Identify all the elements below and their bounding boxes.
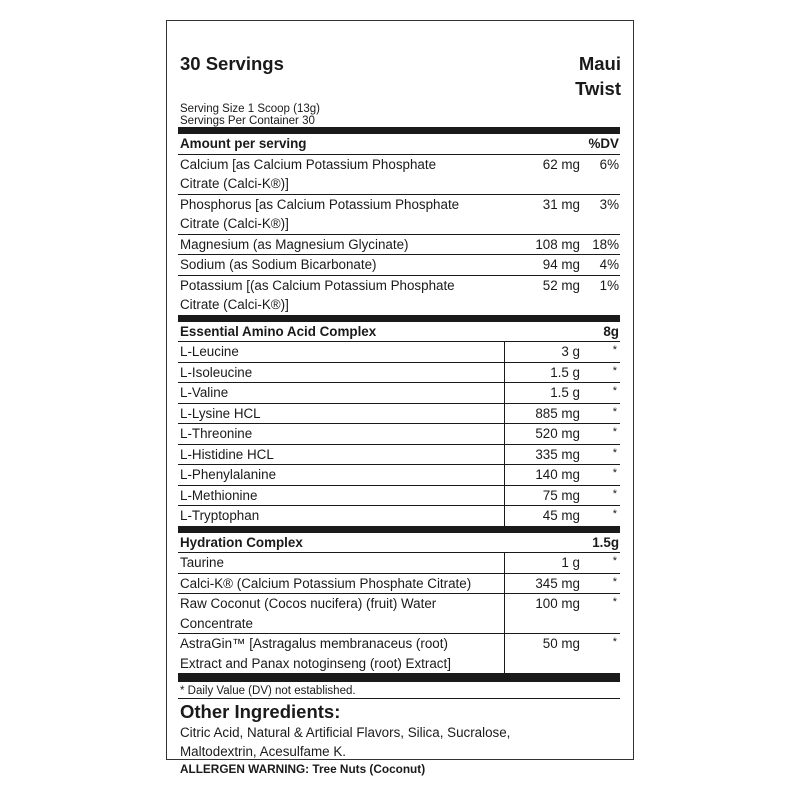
ingredient-name: L-Leucine (180, 344, 239, 359)
nutrient-name: Magnesium (as Magnesium Glycinate) (180, 236, 409, 252)
serving-info (178, 103, 620, 127)
nutrient-dv: 3% (599, 196, 619, 212)
dv-asterisk: * (612, 426, 617, 438)
eaa-row (178, 444, 620, 465)
ingredient-amount: 140 mg (535, 467, 580, 482)
dv-asterisk: * (612, 575, 617, 588)
dv-asterisk: * (612, 508, 617, 520)
ingredient-name: L-Isoleucine (180, 364, 253, 380)
eaa-title: Essential Amino Acid Complex (180, 323, 377, 339)
hydration-total: 1.5g (592, 534, 619, 550)
other-ingredients-text (178, 723, 620, 761)
dv-footnote: * Daily Value (DV) not established. (180, 685, 356, 697)
dv-asterisk: * (612, 344, 617, 356)
label-content (178, 21, 620, 778)
supplement-facts-label (166, 20, 634, 776)
dv-asterisk: * (612, 636, 617, 648)
hydration-row (178, 593, 620, 633)
amount-header-row (178, 134, 620, 154)
dv-asterisk: * (612, 487, 617, 500)
ingredient-amount: 45 mg (542, 508, 580, 523)
dv-asterisk: * (612, 405, 617, 418)
ingredient-name-cont: Concentrate (180, 615, 253, 631)
flavor-line-2: Twist (575, 78, 621, 99)
ingredient-name: Calci-K® (Calcium Potassium Phosphate Citrate) (180, 575, 472, 591)
dv-asterisk: * (612, 555, 617, 567)
nutrient-name: Phosphorus [as Calcium Potassium Phosphate (180, 196, 460, 212)
flavor-line-1: Maui (578, 53, 621, 74)
divider-bar (178, 526, 620, 533)
nutrient-amount: 94 mg (542, 257, 580, 272)
hydration-row (178, 633, 620, 673)
divider-bar (178, 315, 620, 322)
ingredient-name-cont: Extract and Panax notoginseng (root) Extract] (180, 655, 451, 671)
eaa-total: 8g (603, 323, 619, 339)
hydration-row (178, 552, 620, 573)
servings-per-container: Servings Per Container 30 (180, 115, 315, 127)
ingredient-amount: 75 mg (542, 487, 580, 503)
other-ingredients-title: Other Ingredients: (180, 701, 341, 722)
flavor-name (575, 51, 621, 101)
eaa-row (178, 505, 620, 526)
nutrient-name: Potassium [(as Calcium Potassium Phosphate (180, 277, 455, 293)
ingredient-name: L-Histidine HCL (180, 446, 274, 462)
allergen-label: ALLERGEN WARNING: (180, 762, 310, 776)
nutrient-name-cont: Citrate (Calci-K®)] (180, 176, 289, 191)
mineral-row (178, 234, 620, 255)
allergen-warning (178, 761, 620, 778)
ingredient-amount: 520 mg (535, 426, 580, 441)
ingredient-amount: 1.5 g (550, 364, 580, 380)
divider-line (178, 698, 620, 699)
mineral-row (178, 254, 620, 275)
dv-asterisk: * (612, 385, 617, 397)
hydration-row (178, 573, 620, 594)
ingredient-name: L-Threonine (180, 426, 253, 441)
nutrient-amount: 52 mg (542, 277, 580, 293)
mineral-row (178, 194, 620, 234)
ingredient-amount: 1 g (561, 555, 580, 570)
nutrient-name-cont: Citrate (Calci-K®)] (180, 297, 289, 312)
eaa-row (178, 403, 620, 424)
ingredient-name: L-Lysine HCL (180, 405, 261, 421)
ingredient-amount: 345 mg (535, 575, 580, 591)
eaa-row (178, 485, 620, 506)
ingredient-name: L-Phenylalanine (180, 467, 277, 482)
nutrient-name: Calcium [as Calcium Potassium Phosphate (180, 156, 437, 172)
ingredient-amount: 100 mg (535, 596, 580, 611)
dv-asterisk: * (612, 446, 617, 459)
eaa-header-row (178, 322, 620, 342)
eaa-row (178, 341, 620, 362)
nutrient-dv: 6% (599, 156, 619, 172)
divider-bar (178, 127, 620, 134)
nutrient-dv: 18% (592, 236, 619, 252)
ingredient-name: AstraGin™ [Astragalus membranaceus (root) (180, 636, 448, 651)
nutrient-dv: 1% (599, 277, 619, 293)
other-ingredients-line: Maltodextrin, Acesulfame K. (180, 744, 346, 759)
amount-per-serving-label: Amount per serving (180, 136, 307, 151)
hydration-title: Hydration Complex (180, 534, 303, 550)
ingredient-name: L-Tryptophan (180, 508, 260, 523)
dv-header: %DV (588, 136, 619, 151)
ingredient-amount: 50 mg (542, 636, 580, 651)
ingredient-name: L-Methionine (180, 487, 258, 503)
divider-bar (178, 673, 620, 682)
allergen-text: Tree Nuts (Coconut) (312, 762, 426, 776)
nutrient-dv: 4% (599, 257, 619, 272)
ingredient-amount: 1.5 g (550, 385, 580, 400)
nutrient-amount: 31 mg (542, 196, 580, 212)
ingredient-amount: 3 g (561, 344, 580, 359)
nutrient-name-cont: Citrate (Calci-K®)] (180, 216, 289, 231)
serving-size: Serving Size 1 Scoop (13g) (180, 103, 320, 115)
ingredient-amount: 885 mg (535, 405, 580, 421)
mineral-row (178, 154, 620, 194)
eaa-row (178, 362, 620, 383)
dv-asterisk: * (612, 596, 617, 608)
other-ingredients-line: Citric Acid, Natural & Artificial Flavors, Silica, Sucralose, (180, 725, 511, 740)
servings-count: 30 Servings (180, 53, 284, 74)
mineral-row (178, 275, 620, 315)
ingredient-name: Taurine (180, 555, 224, 570)
nutrient-amount: 108 mg (535, 236, 580, 252)
dv-asterisk: * (612, 364, 617, 377)
dv-asterisk: * (612, 467, 617, 479)
hydration-header-row (178, 533, 620, 553)
eaa-row (178, 382, 620, 403)
eaa-row (178, 464, 620, 485)
ingredient-amount: 335 mg (535, 446, 580, 462)
nutrient-amount: 62 mg (542, 156, 580, 172)
eaa-row (178, 423, 620, 444)
ingredient-name: L-Valine (180, 385, 229, 400)
nutrient-name: Sodium (as Sodium Bicarbonate) (180, 257, 377, 272)
ingredient-name: Raw Coconut (Cocos nucifera) (fruit) Water (180, 596, 437, 611)
label-header (178, 21, 620, 101)
